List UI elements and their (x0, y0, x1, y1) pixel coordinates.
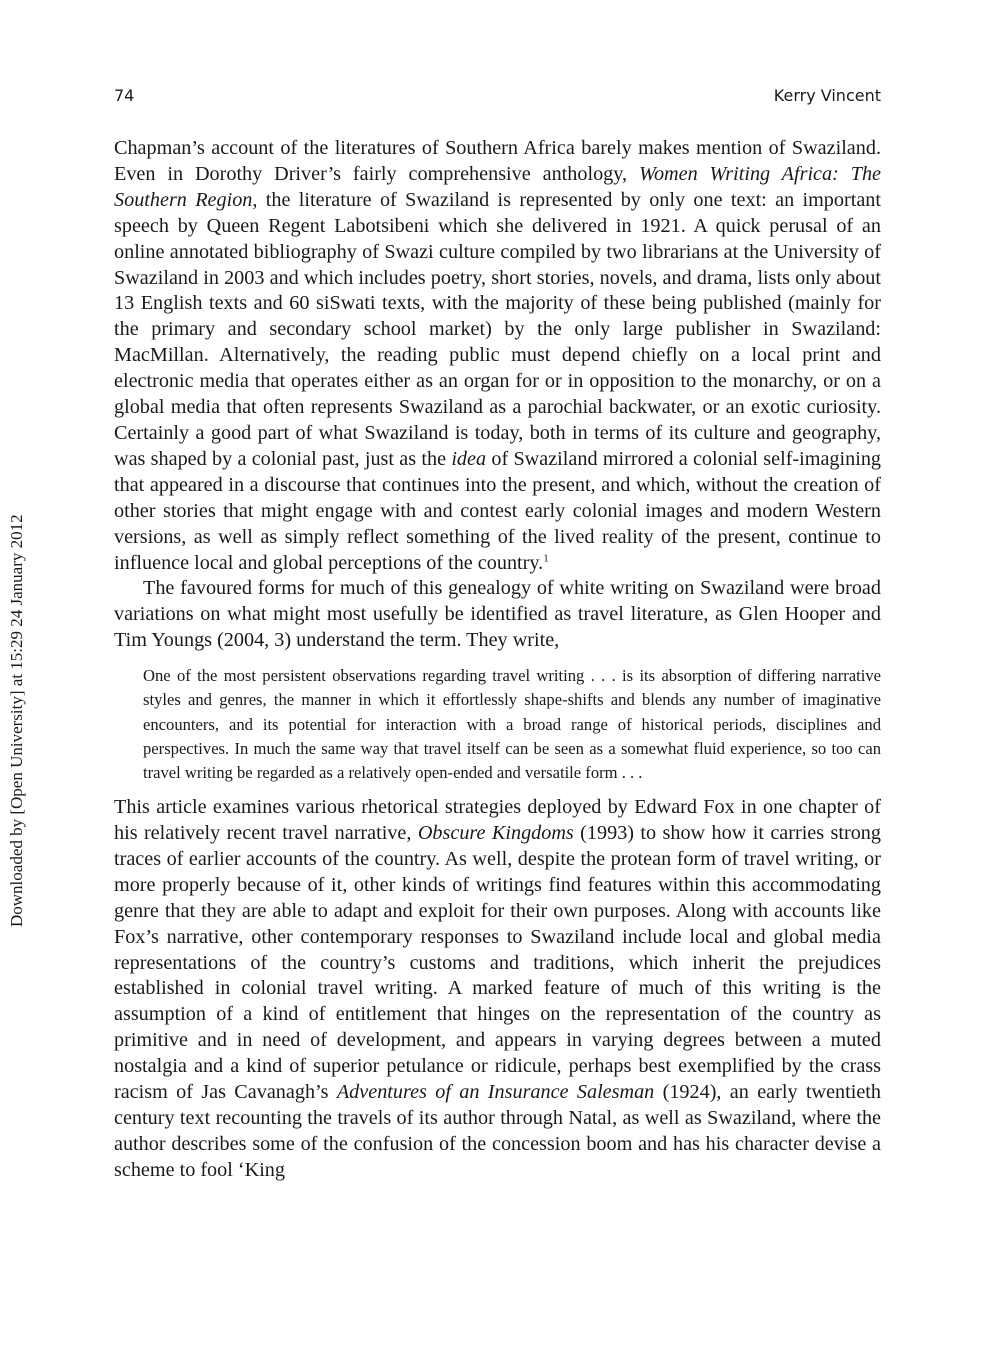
download-watermark (4, 439, 30, 927)
footnote-marker: 1 (543, 551, 549, 564)
title-obscure-kingdoms: Obscure Kingdoms (417, 822, 574, 845)
article-body (114, 136, 881, 1184)
title-adventures-insurance-salesman: Adventures of an Insurance Salesman (336, 1081, 655, 1104)
block-quotation: One of the most persistent observations regarding travel writing . . . is its absorption of differing narrative styles and genres, the manner in which it effortlessly shape-shifts and blends any number of imaginative encounters, and its potential for interaction with a broad range of historical periods, disciplines and perspectives. In much the same way that travel itself can be seen as a somewhat fluid experience, so too can travel writing be regarded as a relatively open-ended and versatile form . . . (143, 666, 881, 782)
text-run: This article examines various rhetorical strategies deployed by Edward Fox in one chapter of his relatively recent travel narrative, (114, 796, 881, 845)
text-run: (1924), an early twentieth century text recounting the travels of its author through Natal, as well as Swaziland, where the author describes some of the confusion of the concession boom and has his character devise a scheme to fool ‘King (114, 1081, 882, 1181)
download-note-text: Downloaded by [Open University] at 15:29 24 January 2012 (7, 514, 26, 927)
page-number: 74 (114, 86, 135, 105)
text-run: Chapman’s account of the literatures of Southern Africa barely makes mention of Swaziland. Even in Dorothy Driver’s fairly comprehensive anthology, (114, 137, 881, 185)
running-author: Kerry Vincent (773, 86, 881, 105)
title-women-writing-africa: Women Writing Africa: The Southern Region (114, 162, 882, 211)
paragraph-travel-literature: The favoured forms for much of this genealogy of white writing on Swaziland were broad variations on what might most usefully be identified as travel literature, as Glen Hooper and Tim Youngs (2004, 3) understand the term. They write, (114, 577, 881, 652)
paragraph-continued (114, 136, 881, 576)
text-run: , the literature of Swaziland is represented by only one text: an important speech by Queen Regent Labotsibeni which she delivered in 1921. A quick perusal of an online annotated bibliography of Swazi culture compiled by two librarians at the University of Swaziland in 2003 and which includes poetry, short stories, novels, and drama, lists only about 13 English texts and 60 siSwati texts, with the majority of these being published (mainly for the primary and secondary school market) by the only large publisher in Swaziland: MacMillan. Alternatively, the reading public must depend chiefly on a local print and electronic media that operates either as an organ for or in opposition to the monarchy, or on a global media that often represents Swaziland as a parochial backwater, or an exotic curiosity. Certainly a good part of what Swaziland is today, both in terms of its culture and geography, was shaped by a colonial past, just as the (114, 188, 881, 470)
paragraph-article-aim (114, 795, 881, 1184)
text-run: (1993) to show how it carries strong traces of earlier accounts of the country. As well, despite the protean form of travel writing, or more properly because of it, other kinds of writings find features within this accommodating genre that they are able to adapt and exploit for their own purposes. Along with accounts like Fox’s narrative, other contemporary responses to Swaziland include local and global media representations of the country’s customs and traditions, which inherit the prejudices established in colonial travel writing. A marked feature of much of this writing is the assumption of a kind of entitlement that hinges on the representation of the country as primitive and in need of development, and appears in varying degrees between a muted nostalgia and a kind of superior petulance or ridicule, perhaps best exemplified by the crass racism of Jas Cavanagh’s (114, 822, 881, 1104)
emphasis-idea: idea (451, 447, 487, 470)
text-run: of Swaziland mirrored a colonial self-imagining that appeared in a discourse that continues into the present, and which, without the creation of other stories that might engage with and contest early colonial images and modern Western versions, as well as simply reflect something of the lived reality of the present, continue to influence local and global perceptions of the country. (114, 447, 882, 574)
